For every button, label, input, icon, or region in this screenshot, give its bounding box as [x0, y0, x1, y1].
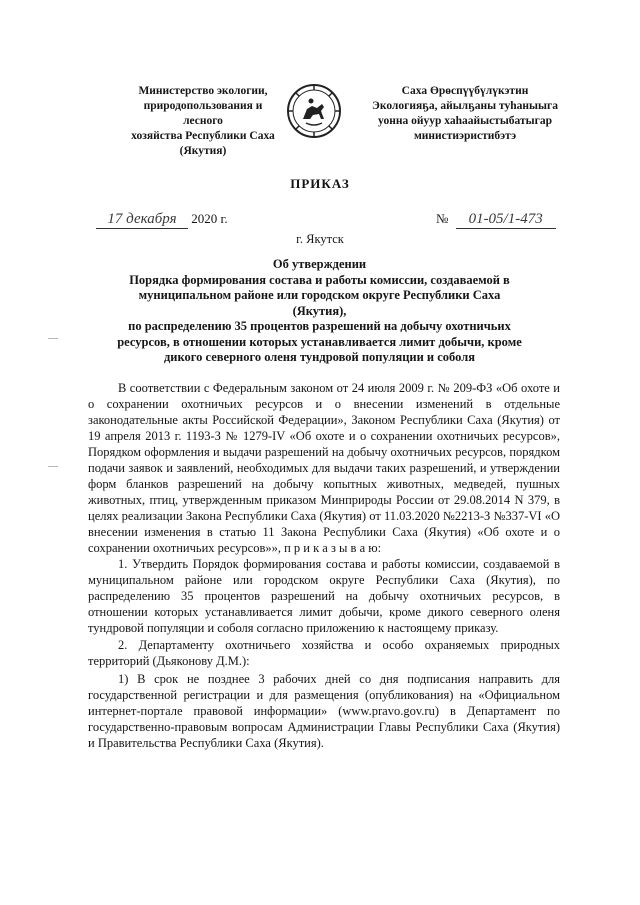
subject-line: ресурсов, в отношении которых устанавливается лимит добычи, кроме	[117, 334, 522, 349]
subject-line: Порядка формирования состава и работы комиссии, создаваемой в	[129, 272, 510, 287]
ministry-line: (Якутия)	[179, 145, 227, 157]
handwritten-number: 01-05/1-473	[456, 211, 556, 229]
ministry-line: хозяйства Республики Саха	[131, 130, 275, 142]
document-title: ПРИКАЗ	[290, 176, 350, 191]
ministry-line: Саха Өрөспүүбүлүкэтин	[401, 85, 529, 97]
coat-of-arms-emblem	[286, 83, 342, 139]
margin-mark	[48, 466, 58, 467]
number-sign: №	[436, 211, 449, 226]
subject-line: по распределению 35 процентов разрешений на добычу охотничьих	[128, 319, 511, 333]
ministry-line: Экологияҕа, айылҕаны туһаныыга	[372, 100, 558, 112]
document-number	[436, 211, 556, 229]
order-subject	[112, 257, 527, 366]
subject-line: муниципальном районе или городском округе Республики Саха (Якутия),	[138, 288, 501, 318]
item-2-1-paragraph: 1) В срок не позднее 3 рабочих дней со дня подписания направить для государственной регистрации и для размещения (опубликования) на «Официальном интернет-портале правовой информации» (www.pravo.gov.ru) в Департамент по государственно-правовым вопросам Администрации Главы Республики Саха (Якутия) и Правительства Республики Саха (Якутия).	[88, 672, 560, 750]
subject-line: Об утверждении	[272, 257, 367, 271]
subject-line: дикого северного оленя тундровой популяции и соболя	[163, 350, 476, 364]
ministry-name-russian	[128, 84, 278, 159]
document-year: 2020 г.	[191, 211, 228, 226]
item-1-paragraph: 1. Утвердить Порядок формирования состава и работы комиссии, создаваемой в муниципальном районе или городском округе Республики Саха (Якутия), по распределению 35 процентов разрешений на добычу охотничьих ресурсов, в отношении которых устанавливается лимит добычи, кроме дикого северного оленя тундровой популяции и соболя согласно приложению к настоящему приказу.	[88, 557, 560, 635]
ministry-line: Министерство экологии,	[138, 85, 268, 97]
item-2-paragraph: 2. Департаменту охотничьего хозяйства и особо охраняемых природных территорий (Дьяконову Д.М.):	[88, 638, 560, 668]
ministry-line: природопользования и лесного	[143, 100, 263, 127]
preamble-paragraph: В соответствии с Федеральным законом от 24 июля 2009 г. № 209-ФЗ «Об охоте и о сохранении охотничьих ресурсов и о внесении изменений в отдельные законодательные акты Российской Федерации», Законом Республики Саха (Якутия) от 19 апреля 2013 г. 1193-З № 1279-IV «Об охоте и о сохранении охотничьих ресурсов», Порядком оформления и выдачи разрешений на добычу охотничьих ресурсов, порядком подачи заявок и заявлений, необходимых для выдачи таких разрешений, и утверждении форм бланков разрешений на добычу копытных животных, медведей, пушных животных, птиц, утвержденным приказом Минприроды России от 29.08.2014 N 379, в целях реализации Закона Республики Саха (Якутия) от 11.03.2020 №2213-З №337-VI «О внесении изменения в статью 11 Закона Республики Саха (Якутия) «Об охоте и о сохранении охотничьих ресурсов»», п р и к а з ы в а ю:	[88, 381, 560, 555]
handwritten-date: 17 декабря	[96, 211, 188, 229]
order-body	[88, 380, 560, 751]
document-city: г. Якутск	[296, 232, 344, 246]
ministry-line: министиэристибэтэ	[413, 130, 517, 142]
ministry-line: уонна ойуур хаһаайыстыбатыгар	[377, 115, 553, 127]
margin-mark	[48, 338, 58, 339]
ministry-name-yakut	[365, 84, 565, 144]
document-date	[96, 211, 228, 229]
